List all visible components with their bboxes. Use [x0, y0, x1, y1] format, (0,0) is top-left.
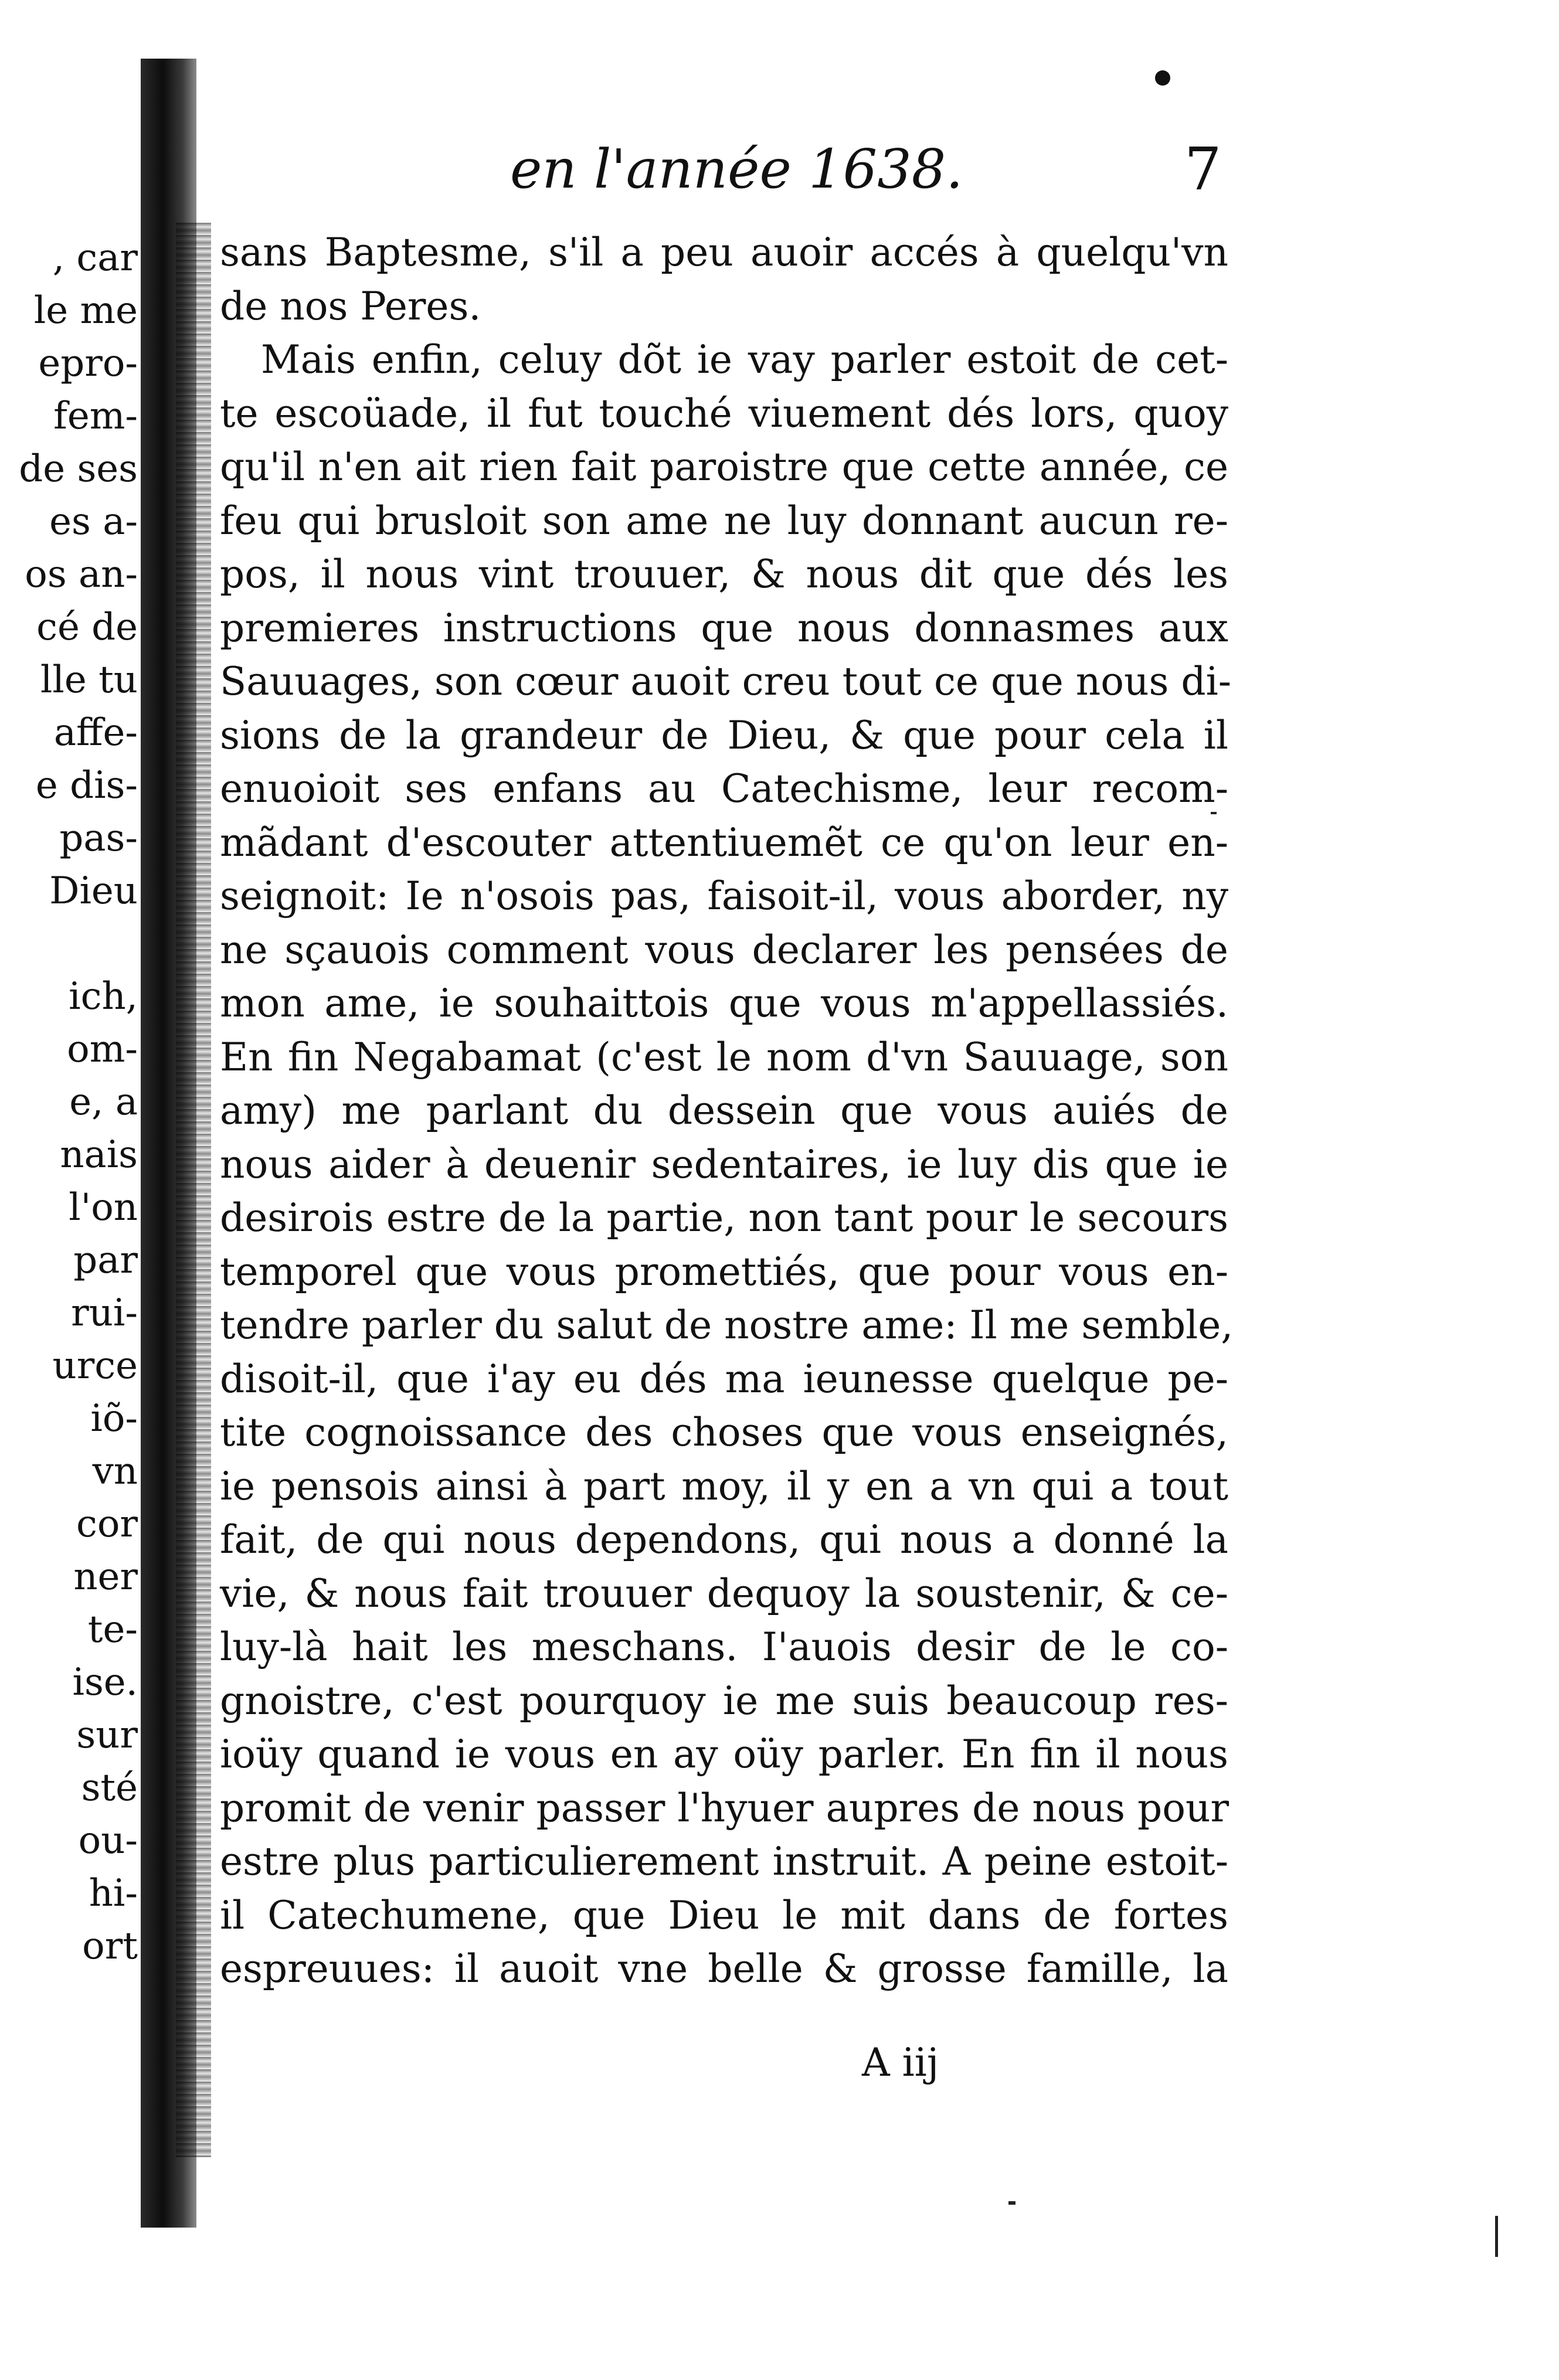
text-line: fait, de qui nous dependons, qui nous a donné la	[220, 1517, 1228, 1562]
text-line: mon ame, ie souhaittois que vous m'appellassiés.	[220, 981, 1228, 1026]
text-line: sans Baptesme, s'il a peu auoir accés à quelqu'vn	[220, 230, 1228, 275]
text-line: feu qui brusloit son ame ne luy donnant aucun re-	[220, 498, 1228, 543]
text-line: Mais enfin, celuy dõt ie vay parler estoit de cet-	[261, 337, 1228, 382]
text-line: il Catechumene, que Dieu le mit dans de fortes	[220, 1892, 1228, 1938]
fragment-line: ou-	[78, 1819, 138, 1862]
fragment-line: l'on	[69, 1186, 138, 1229]
fragment-line: le me	[33, 289, 138, 332]
fragment-line: Dieu	[49, 869, 138, 913]
text-line: espreuues: il auoit vne belle & grosse famille, la	[220, 1946, 1228, 1991]
fragment-line: ise.	[72, 1661, 138, 1704]
fragment-line: rui-	[71, 1291, 138, 1335]
text-line: luy-là hait les meschans. I'auois desir de le co-	[220, 1624, 1228, 1670]
fragment-line: ort	[82, 1925, 138, 1968]
fragment-line: cé de	[36, 606, 138, 649]
fragment-line: om-	[67, 1028, 138, 1071]
text-line: sions de la grandeur de Dieu, & que pour cela il	[220, 712, 1228, 758]
text-line: ioüy quand ie vous en ay oüy parler. En fin il nous	[220, 1732, 1228, 1777]
text-line: tite cognoissance des choses que vous enseignés,	[220, 1410, 1228, 1455]
running-head: en l'année 1638.	[510, 138, 963, 200]
text-line: seignoit: Ie n'osois pas, faisoit-il, vous aborder, ny	[220, 873, 1228, 919]
fragment-line: es a-	[49, 500, 138, 543]
ink-speck	[1495, 2216, 1498, 2257]
fragment-line: urce	[52, 1344, 138, 1388]
fragment-line: iõ-	[90, 1397, 138, 1440]
fragment-line: lle tu	[40, 658, 138, 702]
text-line: gnoistre, c'est pourquoy ie me suis beaucoup res-	[220, 1678, 1228, 1723]
ink-dot	[1155, 70, 1170, 86]
text-line: estre plus particulierement instruit. A peine estoit-	[220, 1839, 1228, 1884]
fragment-line: hi-	[89, 1872, 138, 1915]
text-line: ie pensois ainsi à part moy, il y en a vn qui a tout	[220, 1463, 1228, 1509]
fragment-line: de ses	[19, 447, 138, 491]
fragment-line: affe-	[53, 711, 138, 754]
fragment-line: sté	[81, 1766, 138, 1810]
fragment-line: epro-	[38, 342, 138, 385]
page-number: 7	[1184, 135, 1222, 203]
fragment-line: fem-	[53, 395, 138, 438]
text-line: temporel que vous promettiés, que pour vous en-	[220, 1249, 1228, 1294]
fragment-line: nais	[60, 1133, 138, 1177]
text-line: disoit-il, que i'ay eu dés ma ieunesse quelque pe-	[220, 1356, 1228, 1402]
text-line: te escoüade, il fut touché viuement dés lors, quoy	[220, 390, 1228, 436]
text-line: de nos Peres.	[220, 283, 481, 329]
signature-mark: A iij	[862, 2040, 939, 2085]
facing-page-fragment	[0, 232, 138, 2225]
text-line: tendre parler du salut de nostre ame: Il me semble,	[220, 1303, 1234, 1348]
text-line: ne sçauois comment vous declarer les pensées de	[220, 927, 1228, 973]
text-line: pos, il nous vint trouuer, & nous dit que dés les	[220, 552, 1228, 597]
text-line: En fin Negabamat (c'est le nom d'vn Sauuage, son	[220, 1034, 1228, 1080]
text-line: enuoioit ses enfans au Catechisme, leur recom-	[220, 766, 1228, 811]
text-line: mãdant d'escouter attentiuemẽt ce qu'on leur en-	[220, 820, 1228, 865]
ink-speck	[1211, 812, 1217, 814]
fragment-line	[0, 917, 138, 970]
fragment-line: e dis-	[35, 764, 138, 807]
fragment-line: e, a	[69, 1080, 138, 1124]
fragment-line: ich,	[69, 975, 138, 1018]
text-line: vie, & nous fait trouuer dequoy la soustenir, & ce-	[220, 1570, 1228, 1616]
fragment-line: pas-	[59, 817, 138, 860]
fragment-line: , car	[52, 236, 138, 280]
fragment-line: sur	[76, 1713, 138, 1757]
body-text	[220, 226, 1234, 1996]
text-line: promit de venir passer l'hyuer aupres de nous pour	[220, 1785, 1229, 1831]
fragment-line: par	[73, 1239, 138, 1282]
fragment-line: ner	[73, 1555, 138, 1599]
text-line: desirois estre de la partie, non tant pour le secours	[220, 1195, 1228, 1240]
text-line: qu'il n'en ait rien fait paroistre que cette année, ce	[220, 444, 1228, 489]
gutter-shadow	[176, 223, 211, 2157]
text-line: nous aider à deuenir sedentaires, ie luy dis que ie	[220, 1141, 1228, 1187]
fragment-line: cor	[76, 1502, 138, 1546]
text-line: amy) me parlant du dessein que vous auiés de	[220, 1088, 1228, 1133]
fragment-line: te-	[87, 1608, 138, 1651]
text-line: Sauuages, son cœur auoit creu tout ce que nous di-	[220, 659, 1231, 704]
fragment-line: vn	[92, 1450, 138, 1493]
text-line: premieres instructions que nous donnasmes aux	[220, 605, 1228, 651]
ink-speck	[1008, 2201, 1015, 2205]
fragment-line: os an-	[25, 553, 138, 596]
